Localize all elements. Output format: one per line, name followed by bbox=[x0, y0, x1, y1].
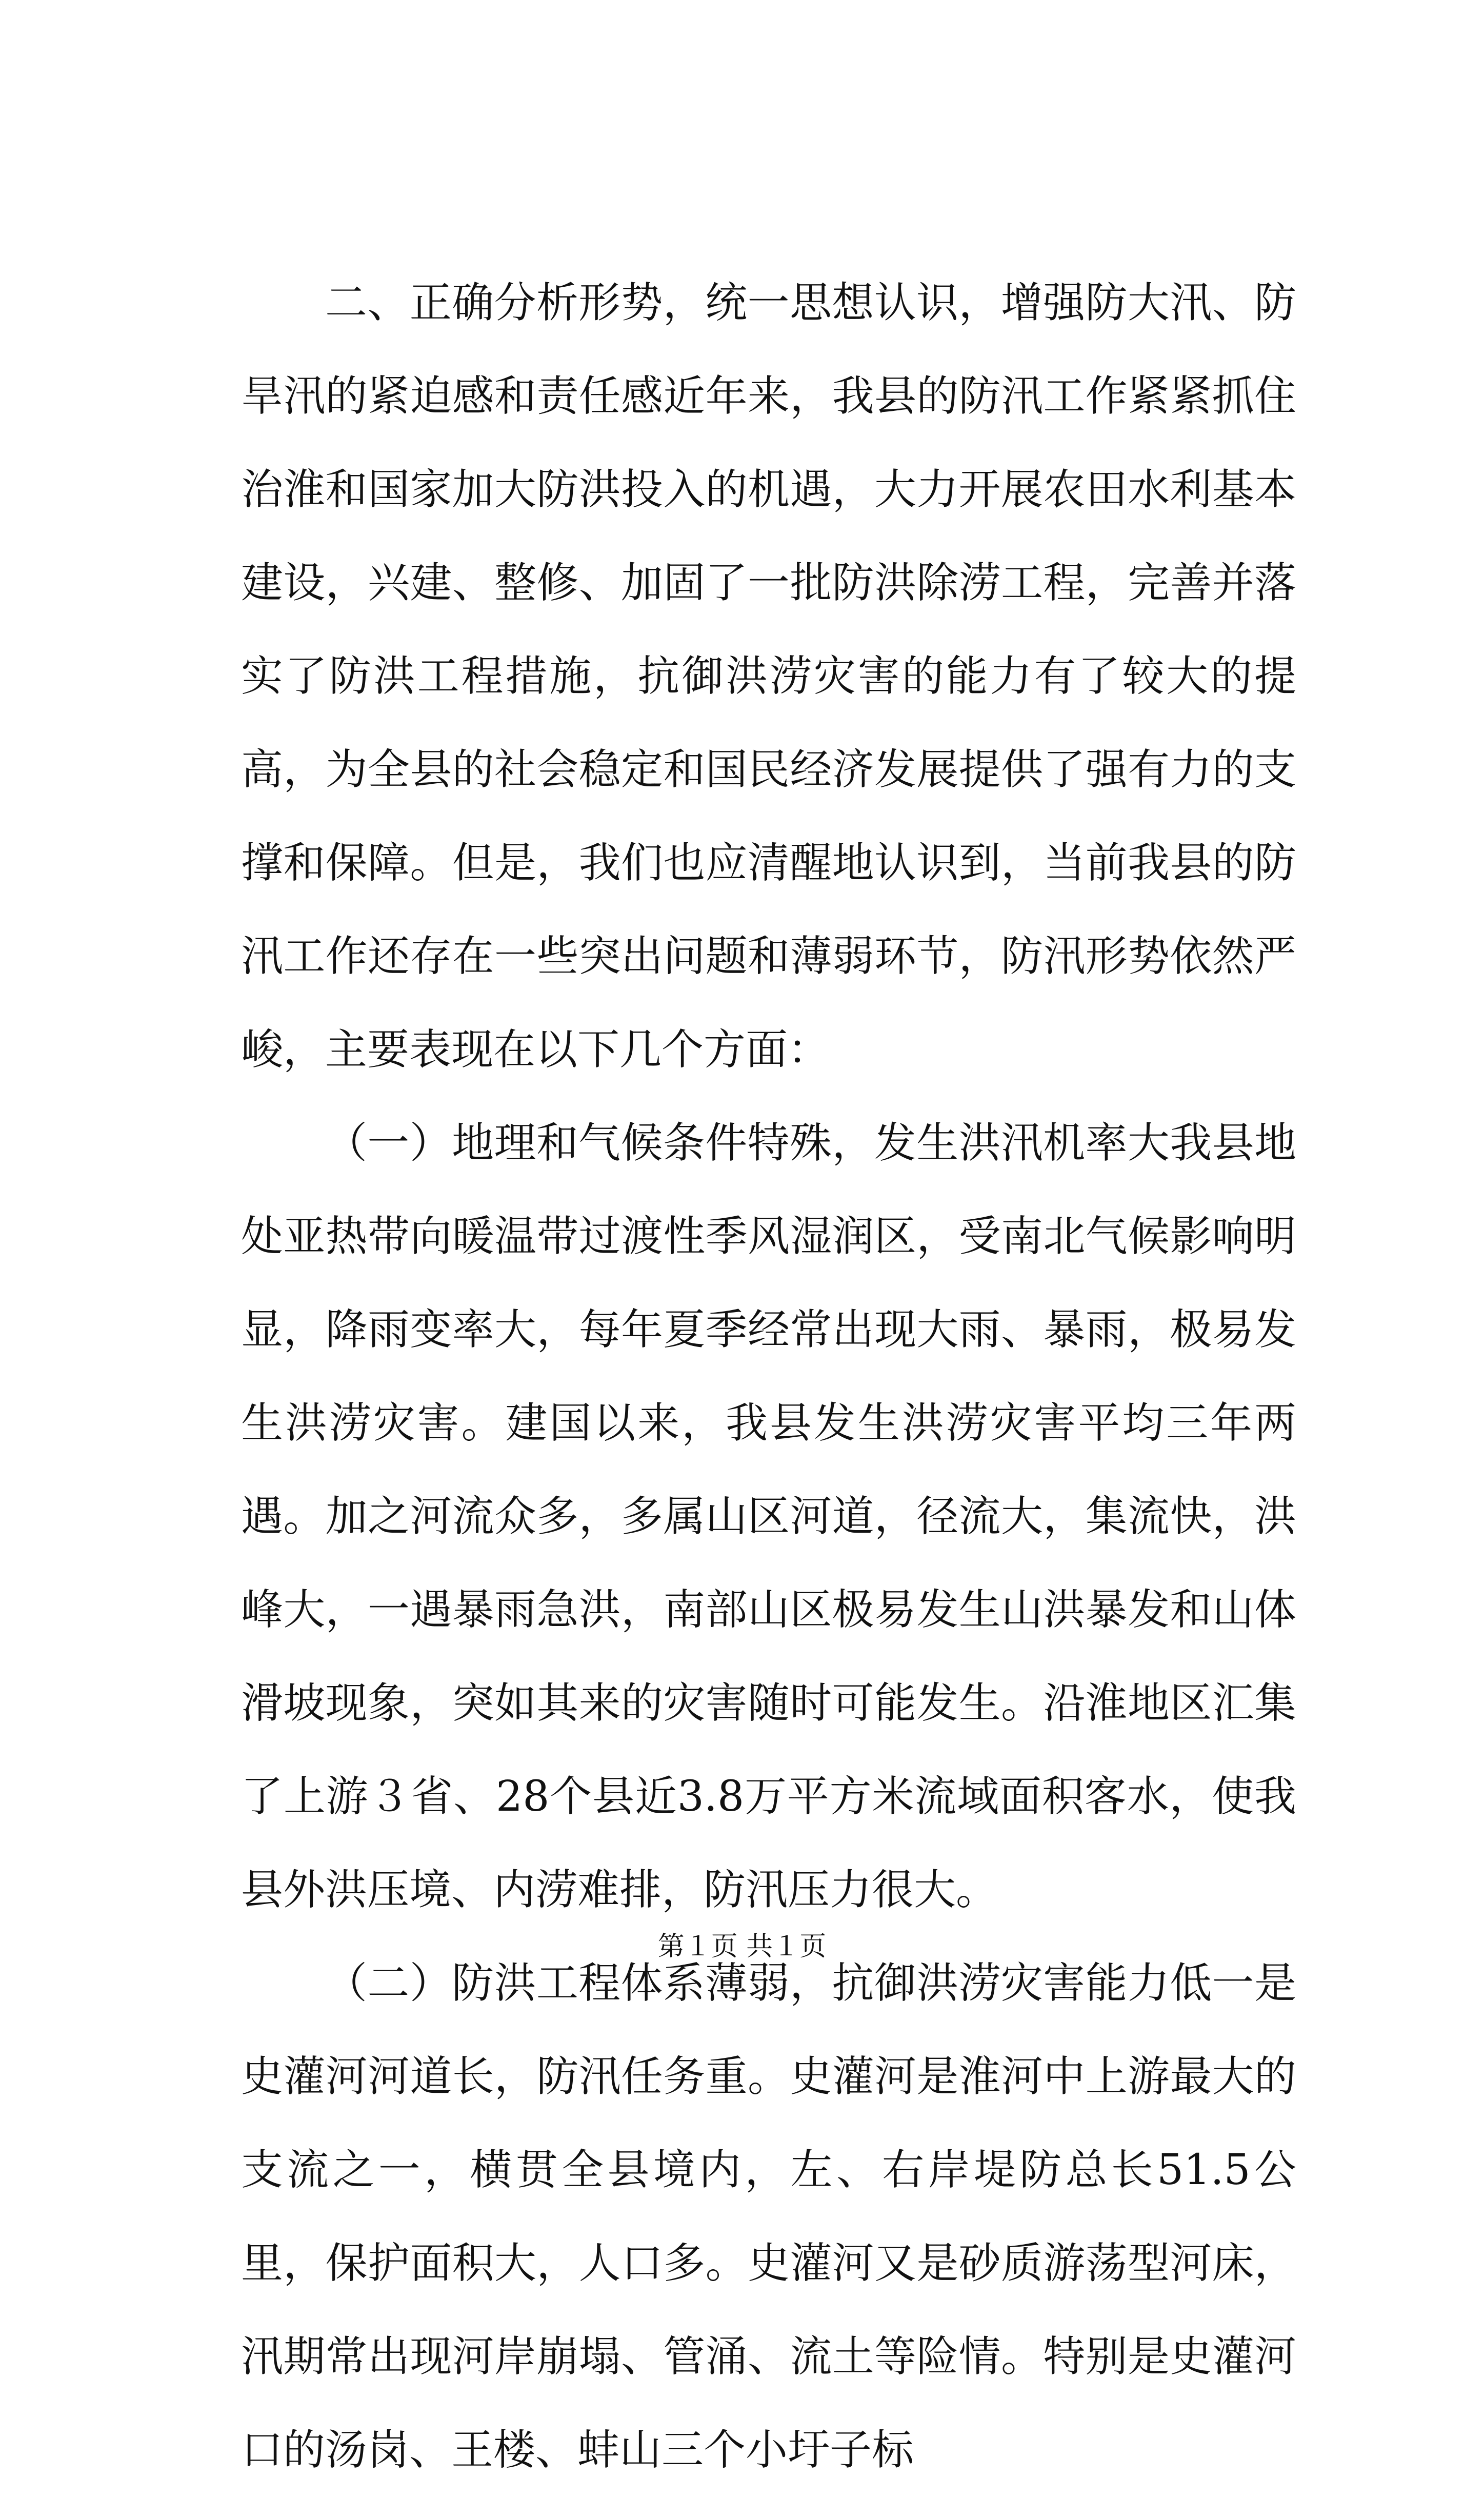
paragraph-1: 二、正确分析形势，统一思想认识，增强防大汛、防旱汛的紧迫感和责任感近年来，我县的防汛工作紧紧抓住治淮和国家加大防洪投入的机遇，大力开展农田水利基本建设，兴建、整修、加固了一批防洪除涝工程，完善并落实了防洪工程措施，抗御洪涝灾害的能力有了较大的提高，为全县的社会稳定和国民经济发展提供了强有力的支撑和保障。但是，我们也应清醒地认识到，当前我县的防汛工作还存在一些突出问题和薄弱环节，防汛形势依然严峻，主要表现在以下几个方面： bbox=[241, 279, 1296, 1074]
document-body bbox=[241, 256, 1296, 2497]
paragraph-2: （一）地理和气候条件特殊，发生洪汛机率大我县地处亚热带向暖温带过渡性季风湿润区，受南北气候影响明显，降雨变率大，每年夏季经常出现大雨、暴雨，极易发生洪涝灾害。建国以来，我县发生洪涝灾害平均三年两遇。加之河流众多，多属山区河道，径流大，集流快，洪峰大，一遇暴雨急洪，南部山区极易发生山洪暴发和山体滑坡现象，突如其来的灾害随时可能发生。沿淮地区汇集了上游３省、28个县近3.8万平方米流域面积客水，使我县外洪压境、内涝难排，防汛压力很大。 bbox=[241, 1119, 1296, 1914]
page-footer: 第１页 共１页 bbox=[657, 1931, 827, 1962]
paragraph-3: （二）防洪工程体系薄弱，抗御洪涝灾害能力低一是史灌河河道长，防汛任务重。史灌河是淮河中上游最大的支流之一，横贯全县境内，左、右岸堤防总长51.5公里，保护面积大，人口多。史灌河又是砂质游荡型河床，汛期常出现河岸崩塌、管涌、流土等险情。特别是史灌河口的汤岗、王楼、蚌山三个小圩子标 bbox=[241, 1959, 1296, 2474]
